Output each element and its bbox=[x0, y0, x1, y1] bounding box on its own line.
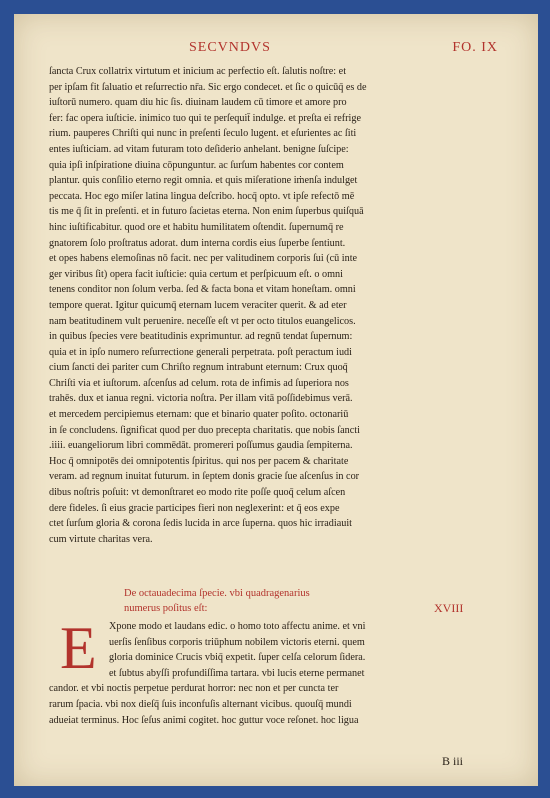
text-line: tis me q̄ ſit in preſenti. et in futuro ſacietas eterna. Non enim ſuperbus quiſquā bbox=[49, 206, 364, 218]
text-line: cum virtute charitas vera. bbox=[49, 533, 153, 545]
text-line: hinc iuſtificabitur. quod ore et habitu humilitatem oſtendit. ſupernumq̄ re bbox=[49, 221, 344, 233]
chapter-text-line: uerſis ſenſibus corporis triūphum nobilem victoris eterni. quem bbox=[109, 636, 365, 648]
text-line: et opes habens elemoſinas nō facit. nec per valitudinem corporis ſui (cū inte bbox=[49, 253, 358, 265]
text-line: dibus noſtris poſuit: vt demonſtraret eo modo rite poſſe quoq̄ celum aſcen bbox=[49, 487, 346, 499]
chapter-text-line: rarum ſpacia. vbi nox dieſq̄ ſuis inconfuſis alternant vicibus. quouſq̄ mundi bbox=[49, 698, 352, 710]
chapter-text-line: adueiat terminus. Hoc ſeſus animi cogitet. hoc guttur voce reſonet. hoc ligua bbox=[49, 714, 359, 726]
signature-mark: B iii bbox=[442, 754, 464, 768]
book-page bbox=[14, 14, 538, 786]
rubric-line: numerus poſitus eſt: bbox=[124, 603, 208, 614]
text-line: per ipſam fit ſaluatio et reſurrectio nr̄a. Sic ergo condecet. et ſic o quicūq̄ es de bbox=[49, 81, 367, 93]
chapter-text-line: gloria dominice Crucis vbiq̄ expetit. ſuper celſa celorum ſidera. bbox=[109, 652, 366, 664]
text-line: rium. pauperes Chriſti qui nunc in preſenti ſeculo lugent. et eſurientes ac ſiti bbox=[49, 128, 357, 140]
text-line: Chriſti via et iuſtorum. aſcenſus ad celum. rota de infimis ad ſuperiora nos bbox=[49, 377, 349, 389]
chapter-text-line: Xpone modo et laudans edic. o homo toto affectu anime. et vni bbox=[109, 621, 366, 632]
text-line: ger viribus ſit) opera facit iuſticie: quia certum et perſpicuum eſt. o omni bbox=[49, 268, 343, 280]
text-line: quia ipſi inſpiratione diuina cōpunguntur. ac ſurſum habentes cor contem bbox=[49, 159, 344, 171]
rubric-line: De octauadecima ſpecie. vbi quadragenarius bbox=[124, 588, 310, 599]
chapter-text-line: et ſubtus abyſſi profundiſſima tartara. vbi lucis eterne permanet bbox=[109, 667, 365, 679]
text-line: tempore querat. Igitur quicumq̄ eternam lucem veraciter querit. & ad eter bbox=[49, 299, 347, 311]
text-line: plantur. quis conſilio eterno regit omnia. et quis miſeratione iṁenſa indulget bbox=[49, 175, 358, 187]
main-text-block bbox=[49, 64, 509, 547]
chapter-text-block bbox=[49, 615, 509, 728]
text-line: Hoc q̄ omnipotēs dei omnipotentis ſpiritus. qui nos per pacem & charitate bbox=[49, 455, 349, 467]
text-line: veram. ad regnum inuitat futurum. in ſeptem donis gracie ſue aſcenſus in cor bbox=[49, 471, 360, 483]
text-line: quia et in ipſo numero reſurrectione generali perpetrata. poſt peractum iudi bbox=[49, 346, 352, 358]
running-title: SECVNDVS bbox=[189, 40, 271, 55]
text-line: .iiii. euangeliorum libri commēdāt. promereri poſſumus gaudia ſempiterna. bbox=[49, 440, 353, 452]
text-line: in quibus ſpecies vere beatitudinis exprimuntur. ad regnū tendat ſupernum: bbox=[49, 331, 353, 343]
text-line: fer: fac opera iuſticie. inimico tuo qui te perſequit̄ indulge. et preſta ei refrige bbox=[49, 112, 362, 124]
text-line: gnatorem ſolo proſtratus adorat. dum interna cordis eius ſuperbe ſentiunt. bbox=[49, 237, 346, 249]
text-line: peccata. Hoc ego miſer latina lingua deſcribo. hocq̄ opto. vt ipſe refectō mē bbox=[49, 190, 355, 202]
text-line: et mercedem percipiemus eternam: que et binario quater poſito. octonariū bbox=[49, 409, 349, 421]
text-line: ctet ſurſum gloria & corona ſedis lucida in arce ſuperna. quos hic irradiauit bbox=[49, 518, 352, 530]
chapter-text-line: candor. et vbi noctis perpetue perdurat horror: nec non et per cuncta ter bbox=[49, 683, 339, 695]
chapter-number: XVIII bbox=[434, 601, 464, 615]
text-line: cium ſancti dei pariter cum Chriſto regnum intrabunt eternum: Crux quoq̄ bbox=[49, 362, 348, 374]
text-line: ſancta Crux collatrix virtutum et inicium ac perfectio eſt. ſalutis noſtre: et bbox=[49, 66, 347, 77]
initial-capital: E bbox=[60, 615, 97, 681]
page-header bbox=[14, 40, 538, 62]
folio-number: FO. IX bbox=[452, 40, 498, 55]
text-line: in ſe concludens. ſignificat quod per duo precepta charitatis. que nobis ſancti bbox=[49, 424, 360, 436]
text-line: iuſtorū numero. quam diu hic ſis. diuinam laudem cū timore et amore pro bbox=[49, 97, 347, 109]
text-line: dere fideles. ſi eius gracie participes fieri non neglexerint: et q̄ eos expe bbox=[49, 502, 340, 514]
text-line: nam beatitudinem vult peruenire. neceſſe eſt vt per octo titulos euangelicos. bbox=[49, 315, 356, 327]
text-line: trahēs. dux et ianua regni. victoria noſtra. Per illam vitā poſſidebimus verā. bbox=[49, 393, 353, 405]
text-line: tenens conditor non ſolum verba. ſed & facta bona et vitam honeſtam. omni bbox=[49, 284, 356, 296]
text-line: entes iuſticiam. ad vitam futuram toto deſiderio anhelant. benigne ſuſcipe: bbox=[49, 143, 349, 155]
